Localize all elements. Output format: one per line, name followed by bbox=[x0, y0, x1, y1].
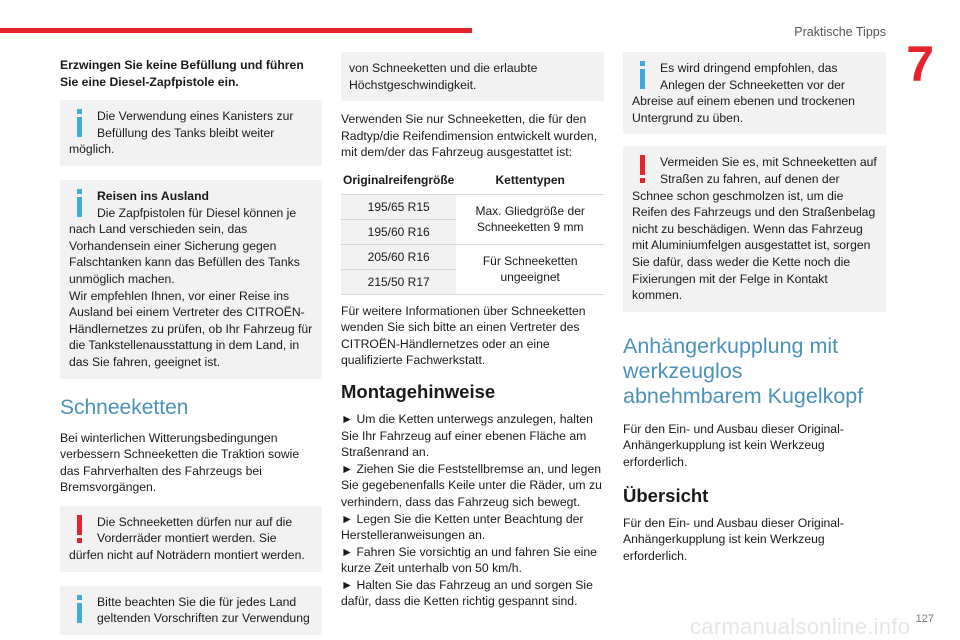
step: ► Ziehen Sie die Feststellbremse an, und legen Sie gegebenenfalls Keile unter die Räder, um zu verhindern, dass das Fahrzeug sich bewegt. bbox=[341, 461, 602, 509]
section-text: Für den Ein- und Ausbau dieser Original-Anhängerkupplung ist kein Werkzeug erforderlich. bbox=[623, 515, 844, 563]
column-2 bbox=[341, 52, 604, 610]
info-icon bbox=[69, 109, 91, 139]
info-box-regulations bbox=[60, 586, 322, 635]
warning-text: Die Schneeketten dürfen nur auf die Vorderräder montiert werden. Sie dürfen nicht auf Noträdern montiert werden. bbox=[69, 514, 305, 563]
info-box-continued bbox=[341, 52, 604, 101]
table-header: Kettentypen bbox=[456, 167, 604, 194]
warning-icon bbox=[69, 515, 91, 545]
info-icon bbox=[69, 595, 91, 625]
intro-bold-text: Erzwingen Sie keine Befüllung und führen Sie eine Diesel-Zapfpistole ein. bbox=[60, 58, 304, 89]
info-box-practice bbox=[623, 52, 886, 134]
step: ► Halten Sie das Fahrzeug an und sorgen Sie dafür, dass die Ketten richtig gespannt sind. bbox=[341, 577, 593, 609]
table-cell-size: 195/60 R16 bbox=[341, 219, 456, 244]
warning-icon bbox=[632, 155, 654, 185]
section-title-tow-bar: Anhängerkupplung mit werkzeuglos abnehmbarem Kugelkopf bbox=[623, 333, 864, 408]
table-cell-size: 205/60 R16 bbox=[341, 244, 456, 269]
info-text-2: Wir empfehlen Ihnen, vor einer Reise ins Ausland bei einem Vertreter des CITROËN-Händlernetzes zu prüfen, ob Ihr Fahrzeug für die Tankstellenausstattung in dem Land, in das Sie fahren, geeignet ist. bbox=[69, 288, 313, 369]
table-cell-size: 195/65 R15 bbox=[341, 194, 456, 219]
info-text: Die Verwendung eines Kanisters zur Befüllung des Tanks bleibt weiter möglich. bbox=[69, 109, 294, 157]
column-3 bbox=[623, 52, 886, 564]
warning-text: Vermeiden Sie es, mit Schneeketten auf Straßen zu fahren, auf denen der Schnee schon geschmolzen ist, um die Reifen des Fahrzeugs und den Straßenbelag nicht zu beschädigen. Wenn das Fahrzeug mit Aluminiumfelgen ausgestattet ist, sorgen Sie dafür, dass weder die Kette noch die Fixierungen mit der Felge in Kontakt kommen. bbox=[632, 155, 877, 303]
warning-box-front-wheels bbox=[60, 506, 322, 572]
watermark: carmanualsonline.info bbox=[690, 614, 911, 640]
warning-box-melted-snow bbox=[623, 146, 886, 311]
info-box-canister bbox=[60, 100, 322, 166]
step: ► Legen Sie die Ketten unter Beachtung der Herstelleranweisungen an. bbox=[341, 511, 584, 543]
info-text: Es wird dringend empfohlen, das Anlegen der Schneeketten vor der Abreise auf einem ebenen und trockenen Untergrund zu üben. bbox=[632, 61, 855, 125]
subheading-mounting: Montagehinweise bbox=[341, 380, 496, 402]
chapter-number: 7 bbox=[906, 36, 934, 92]
paragraph: Verwenden Sie nur Schneeketten, die für den Radtyp/die Reifendimension entwickelt wurden, mit dem/der das Fahrzeug ausgestattet ist: bbox=[341, 112, 598, 160]
subheading-overview: Übersicht bbox=[623, 484, 709, 506]
chapter-accent-bar bbox=[0, 28, 472, 33]
section-title-snow-chains: Schneeketten bbox=[60, 395, 189, 419]
step: ► Um die Ketten unterwegs anzulegen, halten Sie Ihr Fahrzeug auf einer ebenen Fläche am Straßenrand an. bbox=[341, 411, 593, 460]
page-number: 127 bbox=[915, 613, 934, 626]
table-cell-size: 215/50 R17 bbox=[341, 269, 456, 294]
table-header: Originalreifengröße bbox=[341, 167, 456, 194]
info-text: Bitte beachten Sie die für jedes Land geltenden Vorschriften zur Verwendung bbox=[97, 594, 310, 626]
snow-chain-table bbox=[341, 167, 604, 295]
info-title: Reisen ins Ausland bbox=[97, 188, 209, 203]
info-text: von Schneeketten und die erlaubte Höchstgeschwindigkeit. bbox=[349, 61, 538, 92]
table-cell-chain: Für Schneeketten ungeeignet bbox=[456, 244, 604, 294]
paragraph: Für weitere Informationen über Schneeketten wenden Sie sich bitte an einen Vertreter des CITROËN-Händlernetzes oder an eine qualifizierte Fachwerkstatt. bbox=[341, 303, 586, 368]
chapter-title: Praktische Tipps bbox=[794, 25, 886, 39]
info-box-abroad bbox=[60, 180, 322, 379]
info-text: Die Zapfpistolen für Diesel können je nach Land verschieden sein, das Vorhandensein einer Sicherung gegen Falschtanken kann das Befüllen des Tanks unmöglich machen. bbox=[69, 205, 300, 286]
column-1 bbox=[60, 57, 322, 640]
section-text: Bei winterlichen Witterungsbedingungen verbessern Schneeketten die Traktion sowie das Fahrverhalten des Fahrzeugs bei Bremsvorgängen. bbox=[60, 430, 300, 495]
info-icon bbox=[632, 61, 654, 91]
section-text: Für den Ein- und Ausbau dieser Original-Anhängerkupplung ist kein Werkzeug erforderlich. bbox=[623, 421, 844, 469]
info-icon bbox=[69, 189, 91, 219]
step: ► Fahren Sie vorsichtig an und fahren Sie eine kurze Zeit unterhalb von 50 km/h. bbox=[341, 544, 597, 576]
table-cell-chain: Max. Gliedgröße der Schneeketten 9 mm bbox=[456, 194, 604, 244]
